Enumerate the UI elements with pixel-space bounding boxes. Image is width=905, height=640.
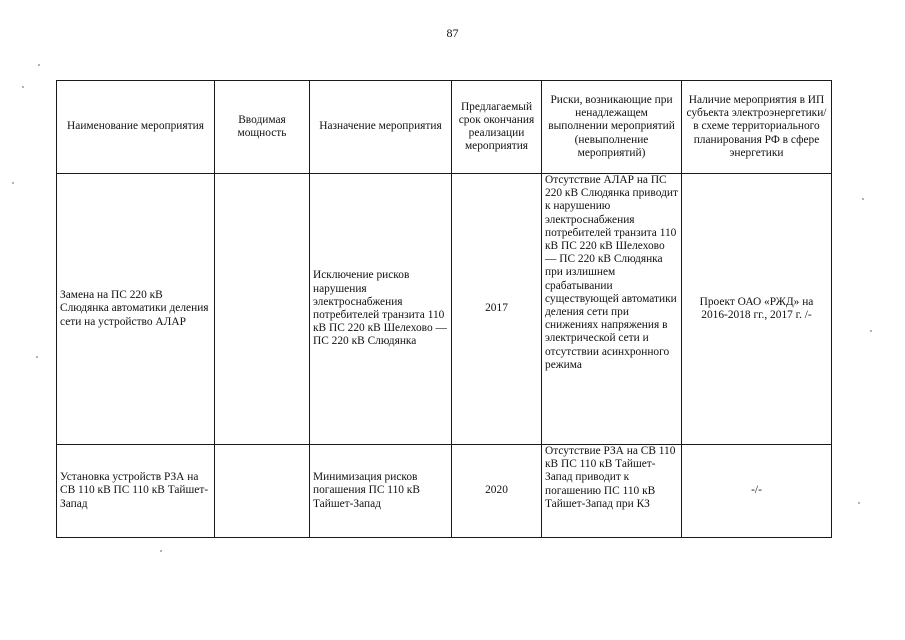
- scan-speck: [12, 182, 14, 184]
- table-row: [57, 445, 832, 538]
- cell-risks: Отсутствие АЛАР на ПС 220 кВ Слюдянка приводит к нарушению электроснабжения потребителей транзита 110 кВ ПС 220 кВ Шелехово — ПС 220 кВ Слюдянка при излишнем срабатывании существующей автоматики деления сети при снижениях напряжения в электрической сети и отсутствии асинхронного режима: [542, 174, 682, 445]
- measures-table: [56, 80, 832, 538]
- cell-purpose: Минимизация рисков погашения ПС 110 кВ Тайшет-Запад: [310, 445, 452, 538]
- cell-input-power: [215, 445, 310, 538]
- cell-completion-date: 2017: [452, 174, 542, 445]
- cell-measure-name: Замена на ПС 220 кВ Слюдянка автоматики деления сети на устройство АЛАР: [57, 174, 215, 445]
- cell-risks: Отсутствие РЗА на СВ 110 кВ ПС 110 кВ Тайшет-Запад приводит к погашению ПС 110 кВ Тайшет-Запад при КЗ: [542, 445, 682, 538]
- scan-speck: [870, 330, 872, 332]
- cell-measure-name: Установка устройств РЗА на СВ 110 кВ ПС 110 кВ Тайшет-Запад: [57, 445, 215, 538]
- header-input-power: Вводимая мощность: [215, 81, 310, 174]
- cell-purpose: Исключение рисков нарушения электроснабжения потребителей транзита 110 кВ ПС 220 кВ Шелехово — ПС 220 кВ Слюдянка: [310, 174, 452, 445]
- cell-plan-presence: -/-: [682, 445, 832, 538]
- scan-speck: [858, 502, 860, 504]
- header-measure-name: Наименование мероприятия: [57, 81, 215, 174]
- header-completion-date: Предлагаемый срок окончания реализации мероприятия: [452, 81, 542, 174]
- scan-speck: [36, 356, 38, 358]
- cell-plan-presence: Проект ОАО «РЖД» на 2016-2018 гг., 2017 г. /-: [682, 174, 832, 445]
- scan-speck: [862, 198, 864, 200]
- header-risks: Риски, возникающие при ненадлежащем выполнении мероприятий (невыполнение мероприятий): [542, 81, 682, 174]
- header-purpose: Назначение мероприятия: [310, 81, 452, 174]
- cell-input-power: [215, 174, 310, 445]
- cell-completion-date: 2020: [452, 445, 542, 538]
- scan-speck: [38, 64, 40, 66]
- header-plan-presence: Наличие мероприятия в ИП субъекта электроэнергетики/в схеме территориального планирования РФ в сфере энергетики: [682, 81, 832, 174]
- table-header-row: [57, 81, 832, 174]
- scan-speck: [160, 550, 162, 552]
- scan-speck: [22, 86, 24, 88]
- table-row: [57, 174, 832, 445]
- page-number: 87: [446, 26, 459, 40]
